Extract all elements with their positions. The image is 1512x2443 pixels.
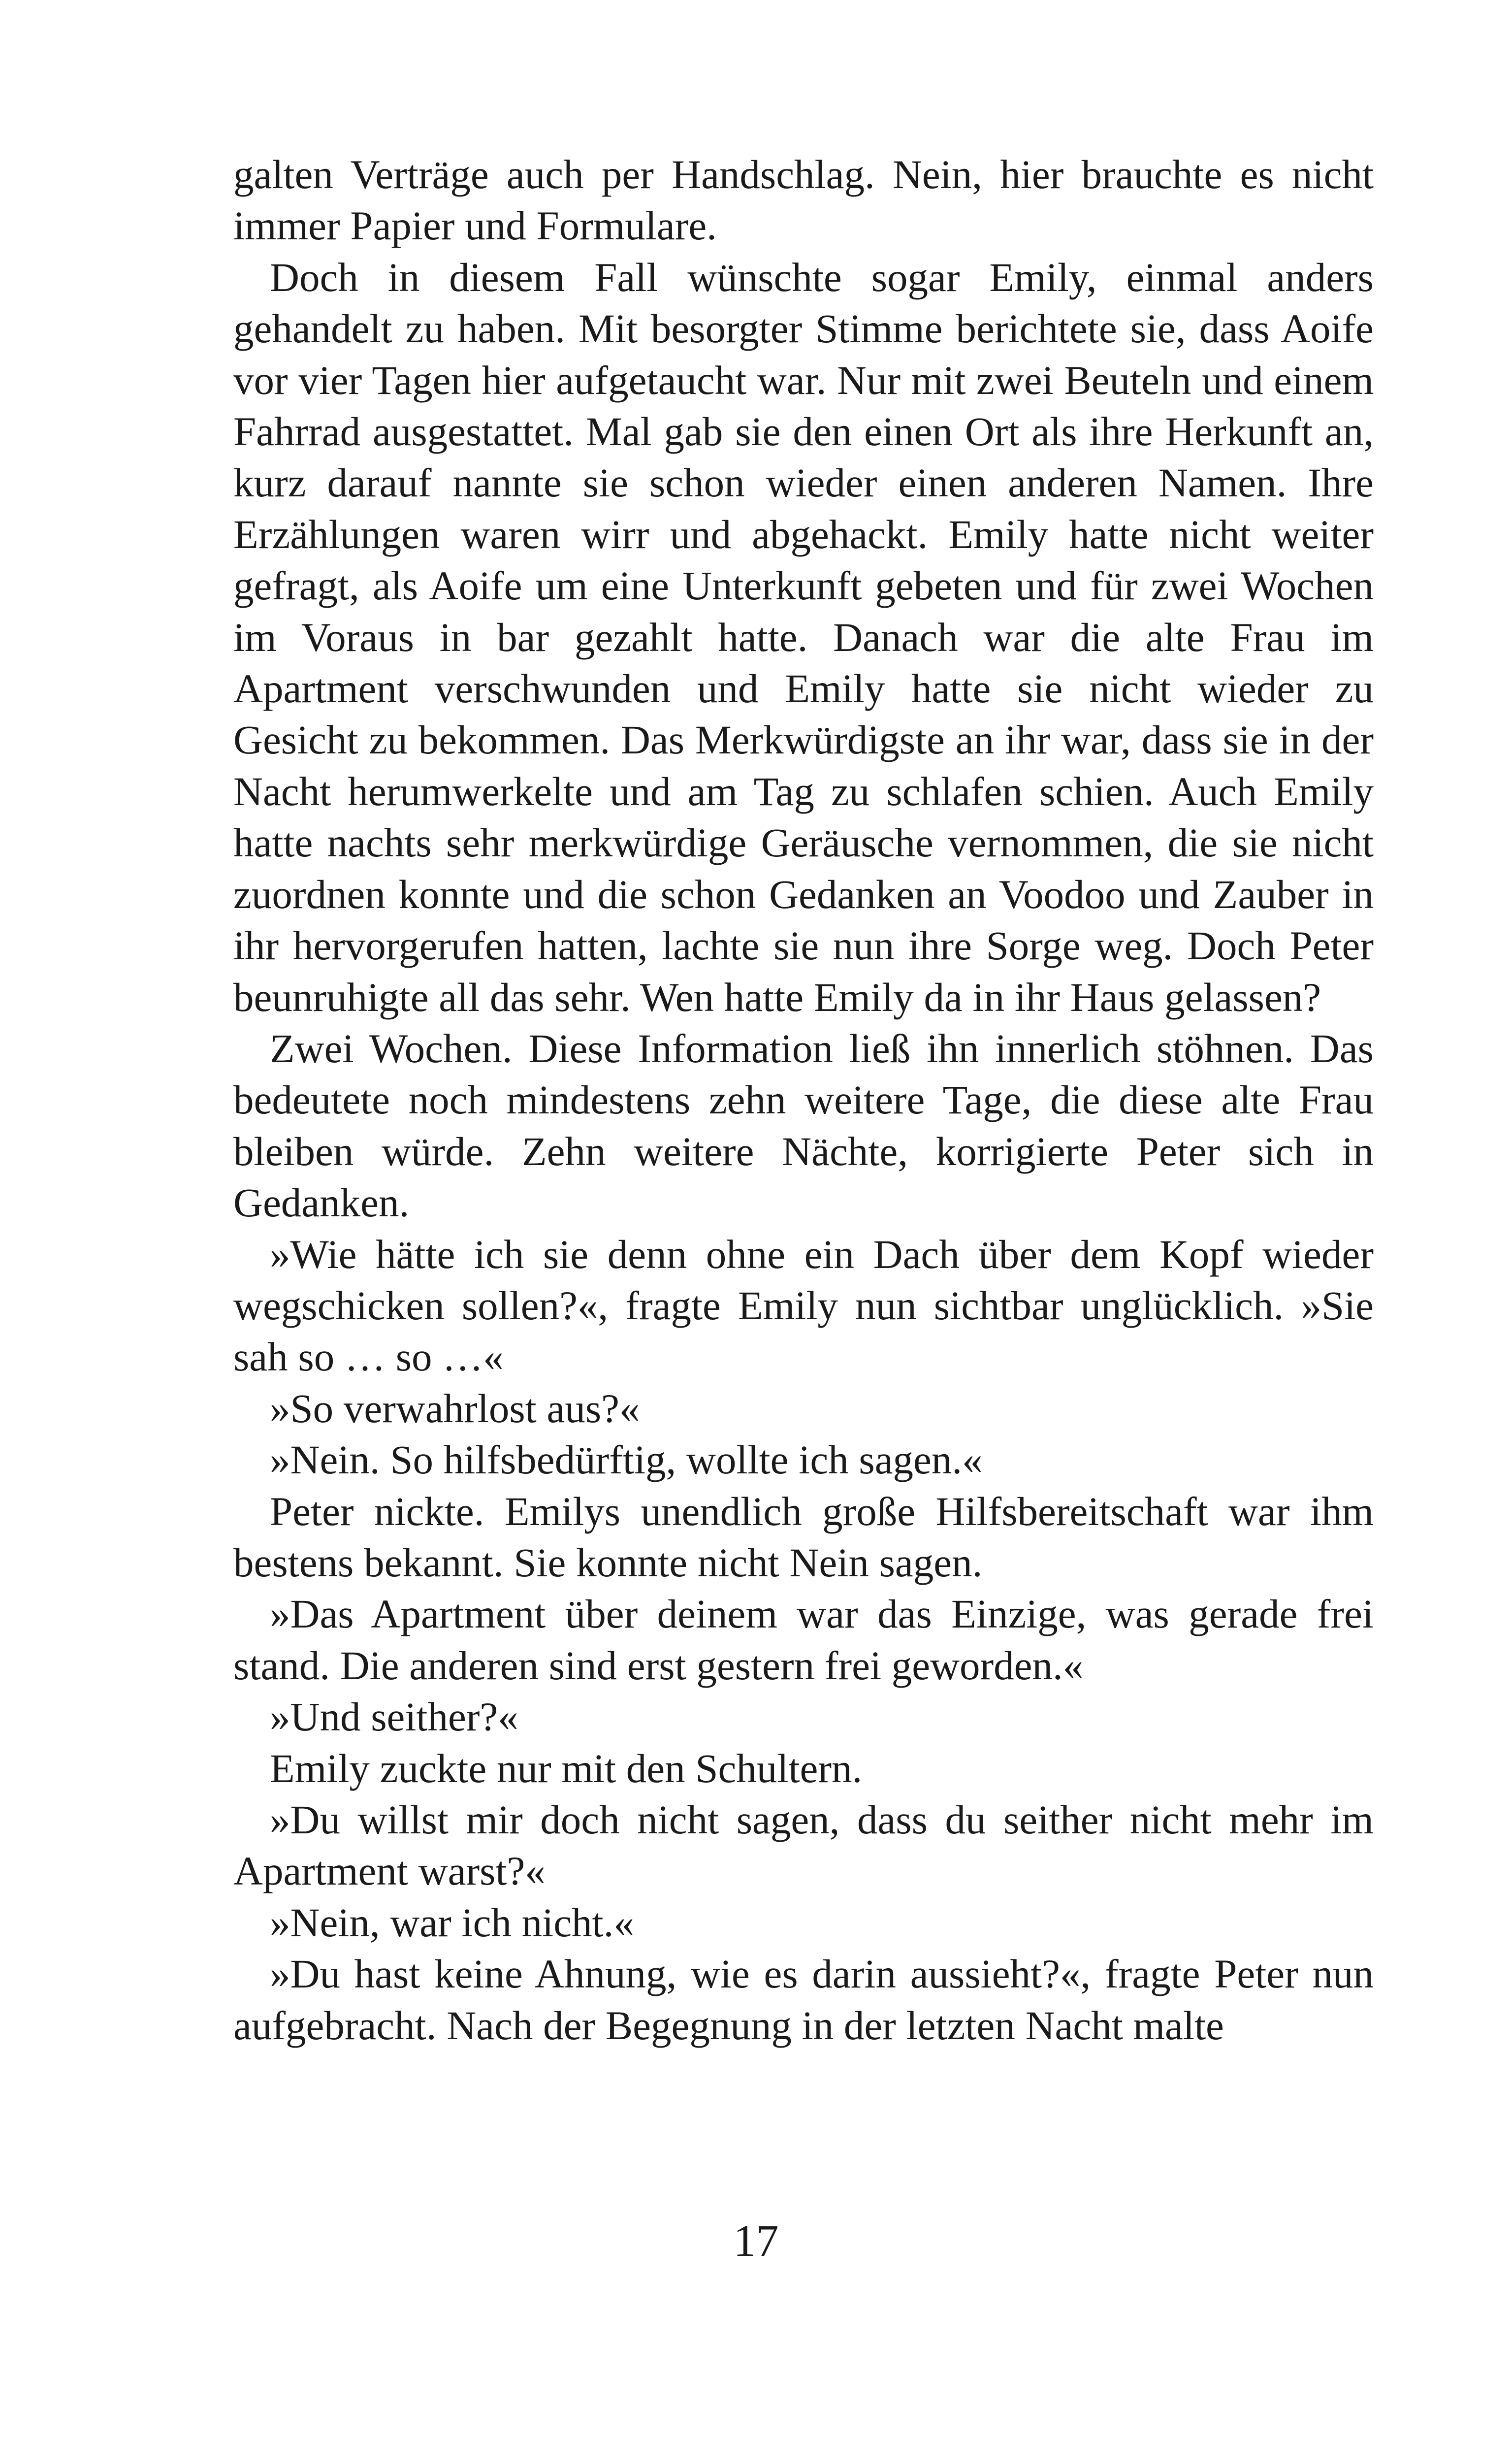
page-number: 17 xyxy=(733,2215,779,2266)
paragraph-9: »Und seither?« xyxy=(270,1694,518,1740)
paragraph-12: »Nein, war ich nicht.« xyxy=(270,1899,634,1945)
paragraph-1: galten Verträge auch per Handschlag. Nein, hier brauchte es nicht immer Papier und Formulare. xyxy=(233,152,1374,249)
paragraph-2: Doch in diesem Fall wünschte sogar Emily, einmal anders gehandelt zu haben. Mit besorgter Stimme berichtete sie, dass Aoife vor vier Tagen hier aufgetaucht war. Nur mit zwei Beuteln und einem Fahrrad ausgestattet. Mal gab sie den einen Ort als ihre Herkunft an, kurz darauf nannte sie schon wieder einen anderen Namen. Ihre Erzählungen waren wirr und abgehackt. Emily hatte nicht weiter gefragt, als Aoife um eine Unterkunft gebeten und für zwei Wochen im Voraus in bar gezahlt hatte. Danach war die alte Frau im Apartment verschwunden und Emily hatte sie nicht wieder zu Gesicht zu bekommen. Das Merkwürdigste an ihr war, dass sie in der Nacht herumwerkelte und am Tag zu schlafen schien. Auch Emily hatte nachts sehr merkwürdige Geräusche vernommen, die sie nicht zuordnen konnte und die schon Gedanken an Voodoo und Zauber in ihr hervorgerufen hatten, lachte sie nun ihre Sorge weg. Doch Peter beunruhigte all das sehr. Wen hatte Emily da in ihr Haus gelassen? xyxy=(233,254,1374,1020)
paragraph-7: Peter nickte. Emilys unendlich große Hilfsbereitschaft war ihm bestens bekannt. Sie konnte nicht Nein sagen. xyxy=(233,1488,1374,1585)
paragraph-6: »Nein. So hilfsbedürftig, wollte ich sagen.« xyxy=(270,1437,983,1483)
paragraph-10: Emily zuckte nur mit den Schultern. xyxy=(270,1745,863,1791)
paragraph-3: Zwei Wochen. Diese Information ließ ihn innerlich stöhnen. Das bedeutete noch mindestens zehn weitere Tage, die diese alte Frau bleiben würde. Zehn weitere Nächte, korrigierte Peter sich in Gedanken. xyxy=(233,1025,1374,1226)
body-text xyxy=(233,149,1374,2051)
paragraph-4: »Wie hätte ich sie denn ohne ein Dach über dem Kopf wieder wegschicken sollen?«, fragte Emily nun sichtbar unglücklich. »Sie sah so … so …« xyxy=(233,1231,1374,1380)
paragraph-13: »Du hast keine Ahnung, wie es darin aussieht?«, fragte Peter nun aufgebracht. Nach der Begegnung in der letzten Nacht malte xyxy=(233,1951,1374,2048)
paragraph-11: »Du willst mir doch nicht sagen, dass du seither nicht mehr im Apartment warst?« xyxy=(233,1797,1374,1894)
paragraph-5: »So verwahrlost aus?« xyxy=(270,1385,640,1431)
paragraph-8: »Das Apartment über deinem war das Einzige, was gerade frei stand. Die anderen sind erst gestern frei geworden.« xyxy=(233,1591,1374,1688)
